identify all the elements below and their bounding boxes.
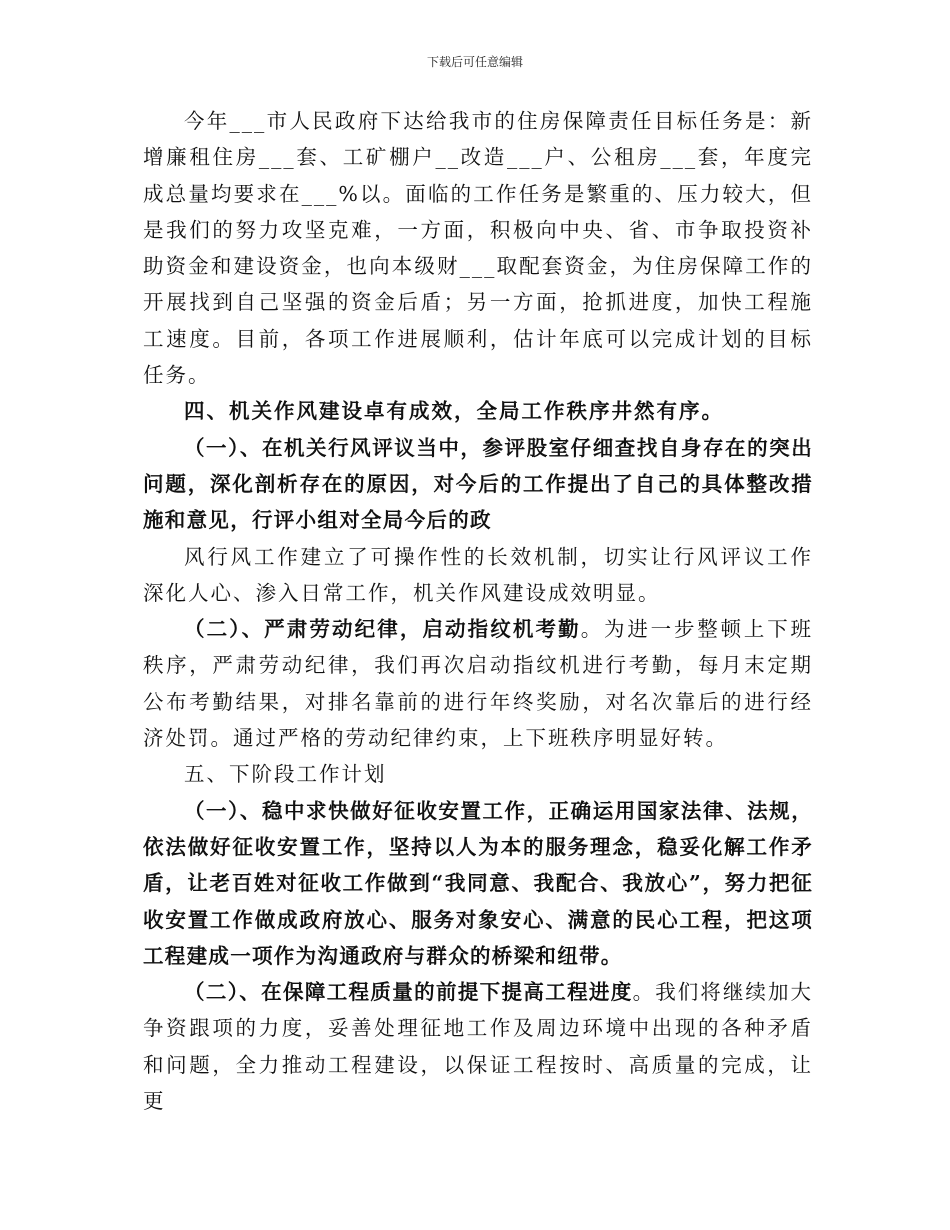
- paragraph-attendance: [143, 611, 813, 756]
- section-heading-5: 五、下阶段工作计划: [184, 762, 387, 787]
- paragraph-evaluation-bold: （一）、在机关行风评议当中，参评股室仔细查找自身存在的突出问题，深化剖析存在的原因，对今后的工作提出了自己的具体整改措施和意见，行评小组对全局今后的政: [143, 435, 813, 533]
- section-heading-4: 四、机关作风建设卓有成效，全局工作秩序井然有序。: [184, 399, 724, 424]
- paragraph-quality: [143, 974, 813, 1119]
- paragraph-attendance-rest: 。为进一步整顿上下班秩序，严肃劳动纪律，我们再次启动指纹机进行考勤，每月末定期公布考勤结果，对排名靠前的进行年终奖励，对名次靠后的进行经济处罚。通过严格的劳动纪律约束，上下班秩序明显好转。: [143, 617, 813, 751]
- paragraph-quality-rest: 。我们将继续加大争资跟项的力度，妥善处理征地工作及周边环境中出现的各种矛盾和问题，全力推动工程建设，以保证工程按时、高质量的完成，让更: [143, 980, 813, 1114]
- paragraph-evaluation-continued: 风行风工作建立了可操作性的长效机制，切实让行风评议工作深化人心、渗入日常工作，机关作风建设成效明显。: [143, 544, 813, 605]
- paragraph-attendance-lead: （二）、严肃劳动纪律，启动指纹机考勤: [184, 617, 581, 642]
- document-body: [143, 103, 813, 1119]
- page-header: 下载后可任意编辑: [426, 55, 523, 69]
- paragraph-quality-lead: （二）、在保障工程质量的前提下提高工程进度: [184, 980, 633, 1005]
- paragraph-relocation-bold: （一）、稳中求快做好征收安置工作，正确运用国家法律、法规，依法做好征收安置工作，坚持以人为本的服务理念，稳妥化解工作矛盾，让老百姓对征收工作做到“我同意、我配合、我放心”，努力把征收安置工作做成政府放心、服务对象安心、满意的民心工程，把这项工程建成一项作为沟通政府与群众的桥梁和纽带。: [143, 798, 813, 968]
- paragraph-housing-targets: 今年___市人民政府下达给我市的住房保障责任目标任务是：新增廉租住房___套、工矿棚户__改造___户、公租房___套，年度完成总量均要求在___%以。面临的工作任务是繁重的、压力较大，但是我们的努力攻坚克难，一方面，积极向中央、省、市争取投资补助资金和建设资金，也向本级财___取配套资金，为住房保障工作的开展找到自己坚强的资金后盾；另一方面，抢抓进度，加快工程施工速度。目前，各项工作进展顺利，估计年底可以完成计划的目标任务。: [143, 109, 813, 388]
